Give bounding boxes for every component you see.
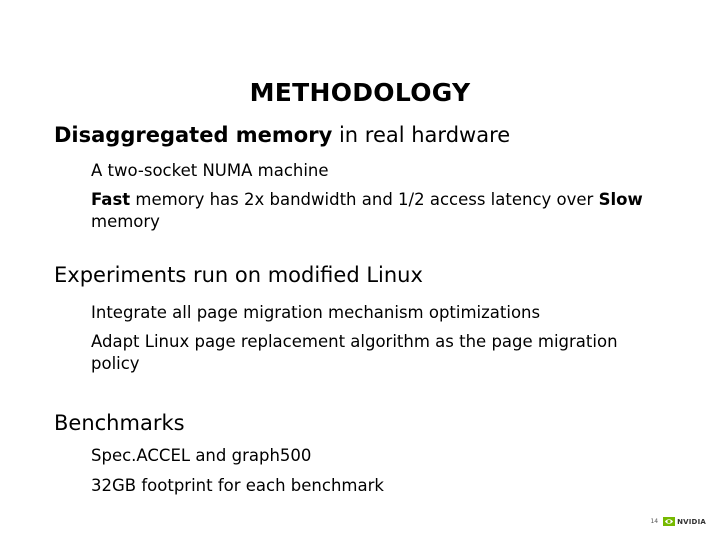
bullet-numa-machine: A two-socket NUMA machine <box>91 161 329 180</box>
fast-memory-text: memory has 2x bandwidth and 1/2 access latency over <box>130 190 599 209</box>
fast-bold-text: Fast <box>91 190 131 209</box>
bullet-32gb-footprint: 32GB footprint for each benchmark <box>91 476 384 495</box>
bullet-spec-accel-graph500: Spec.ACCEL and graph500 <box>91 446 312 465</box>
bullet-page-replacement-policy: Adapt Linux page replacement algorithm as the page migration policy <box>91 332 618 373</box>
bullet-page-migration-optimizations: Integrate all page migration mechanism optimizations <box>91 303 541 322</box>
slow-memory-text: memory <box>91 212 160 231</box>
nvidia-eye-icon <box>663 517 675 526</box>
nvidia-logo <box>663 517 706 526</box>
slide-title: METHODOLOGY <box>249 78 471 107</box>
section-heading-benchmarks: Benchmarks <box>54 411 185 435</box>
section-heading-disaggregated-memory <box>54 123 510 147</box>
slide-footer <box>650 517 706 526</box>
heading-rest-text: in real hardware <box>332 123 511 147</box>
nvidia-wordmark: NVIDIA <box>677 517 706 526</box>
bullet-fast-slow-memory <box>91 189 671 233</box>
page-number: 14 <box>650 518 659 525</box>
slow-bold-text: Slow <box>598 190 643 209</box>
section-heading-experiments: Experiments run on modified Linux <box>54 263 423 287</box>
heading-bold-text: Disaggregated memory <box>54 123 333 147</box>
